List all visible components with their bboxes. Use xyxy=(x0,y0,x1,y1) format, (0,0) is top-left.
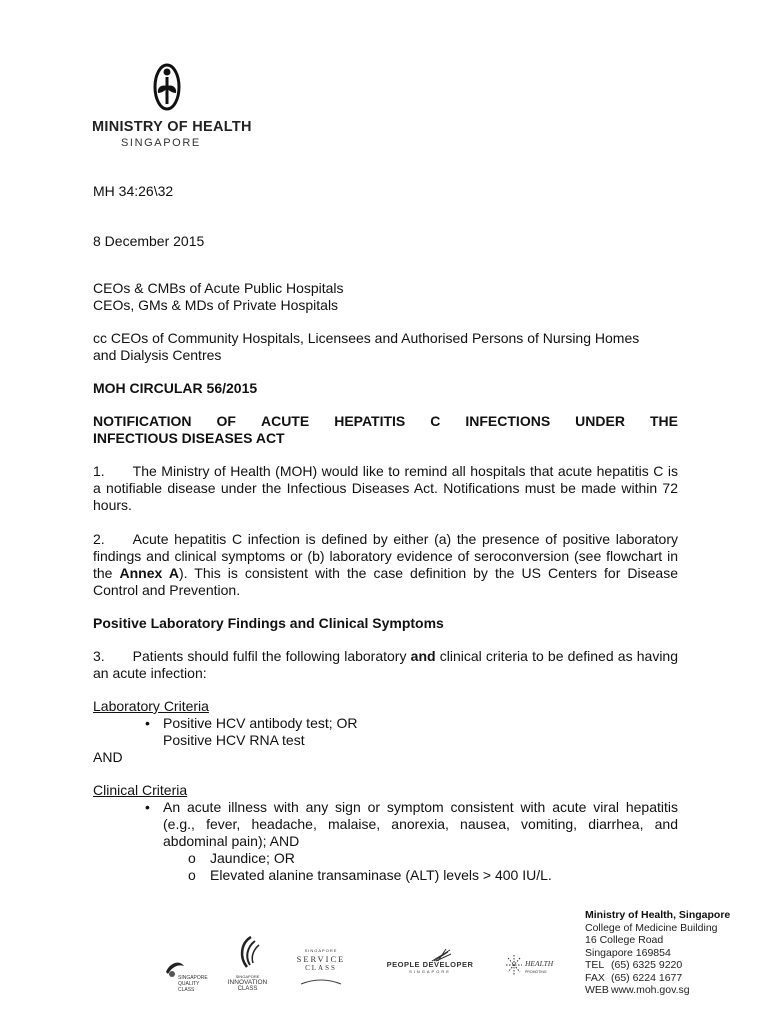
clinical-sub-item: o Jaundice; OR xyxy=(188,850,295,866)
circular-title xyxy=(93,413,678,429)
circular-number: MOH CIRCULAR 56/2015 xyxy=(93,380,258,396)
title-word: ACUTE xyxy=(260,413,310,429)
cc-line: cc CEOs of Community Hospitals, Licensees and Authorised Persons of Nursing Homes xyxy=(93,330,640,346)
people-burst-icon xyxy=(430,948,452,962)
annex-reference: Annex A xyxy=(119,565,179,581)
clinical-criteria-item: • An acute illness with any sign or symptom consistent with acute viral hepatitis (e.g., fever, headache, malaise, anorexia, nausea, vomiting, diarrhea, and abdominal pain); AND xyxy=(145,799,678,849)
bullet-icon: • xyxy=(145,799,150,815)
reference-number: MH 34:26\32 xyxy=(93,183,174,199)
circular-title-line2: INFECTIOUS DISEASES ACT xyxy=(93,430,285,446)
footer-street: 16 College Road xyxy=(585,934,664,946)
org-name: MINISTRY OF HEALTH xyxy=(92,119,252,135)
title-word: NOTIFICATION xyxy=(93,413,192,429)
title-word: OF xyxy=(216,413,236,429)
and-joiner: AND xyxy=(93,749,123,765)
lab-criteria-item: • Positive HCV antibody test; OR xyxy=(145,715,358,731)
quality-class-logo: SINGAPORE QUALITY CLASS xyxy=(160,958,210,990)
circle-bullet-icon: o xyxy=(188,867,196,883)
service-class-logo: SINGAPORE SERVICE CLASS xyxy=(290,948,352,991)
people-developer-logo: PEOPLE DEVELOPER SINGAPORE xyxy=(380,960,480,975)
paragraph-1: 1. The Ministry of Health (MOH) would like to remind all hospitals that acute hepatitis C is a notifiable disease under the Infectious Diseases Act. Notifications must be made within 72 hours. xyxy=(93,463,678,513)
title-word: UNDER xyxy=(575,413,625,429)
footer-address xyxy=(585,909,730,997)
footer-org-name: Ministry of Health, Singapore xyxy=(585,909,731,921)
footer-tel: TEL (65) 6325 9220 xyxy=(585,959,683,971)
service-arc-icon xyxy=(299,978,343,986)
bullet-icon: • xyxy=(145,715,150,731)
footer-building: College of Medicine Building xyxy=(585,921,718,934)
addressee-line: CEOs, GMs & MDs of Private Hospitals xyxy=(93,297,339,313)
title-word: THE xyxy=(649,413,678,429)
letter-date: 8 December 2015 xyxy=(93,233,205,249)
circle-bullet-icon: o xyxy=(188,850,196,866)
footer-fax: FAX (65) 6224 1677 xyxy=(585,971,683,984)
title-word: C xyxy=(430,413,441,429)
moh-crest-logo xyxy=(145,62,189,112)
footer-web[interactable]: WEB www.moh.gov.sg xyxy=(585,984,690,996)
paragraph-3: 3. Patients should fulfil the following laboratory and clinical criteria to be defined as having an acute infection: xyxy=(93,648,679,681)
health-star-icon xyxy=(505,954,523,976)
innovation-swirl-icon xyxy=(233,935,263,969)
clinical-criteria-heading: Clinical Criteria xyxy=(93,782,188,798)
paragraph-2: 2. Acute hepatitis C infection is defined by either (a) the presence of positive laboratory findings and clinical symptoms or (b) laboratory evidence of seroconversion (see flowchart in the Annex A). This is consistent with the case definition by the US Centers for Disease Control and Prevention. xyxy=(93,531,678,598)
title-word: HEPATITIS xyxy=(334,413,406,429)
lab-criteria-heading: Laboratory Criteria xyxy=(93,698,209,714)
innovation-class-logo: SINGAPORE INNOVATION CLASS xyxy=(225,935,270,993)
lab-criteria-item: Positive HCV RNA test xyxy=(163,732,305,748)
org-country: SINGAPORE xyxy=(121,137,201,149)
title-word: INFECTIONS xyxy=(465,413,551,429)
cc-line: and Dialysis Centres xyxy=(93,347,222,363)
addressee-line: CEOs & CMBs of Acute Public Hospitals xyxy=(93,280,344,296)
footer-postcode: Singapore 169854 xyxy=(585,946,671,959)
clinical-sub-item: o Elevated alanine transaminase (ALT) levels > 400 IU/L. xyxy=(188,867,552,883)
section-heading: Positive Laboratory Findings and Clinical Symptoms xyxy=(93,615,444,631)
